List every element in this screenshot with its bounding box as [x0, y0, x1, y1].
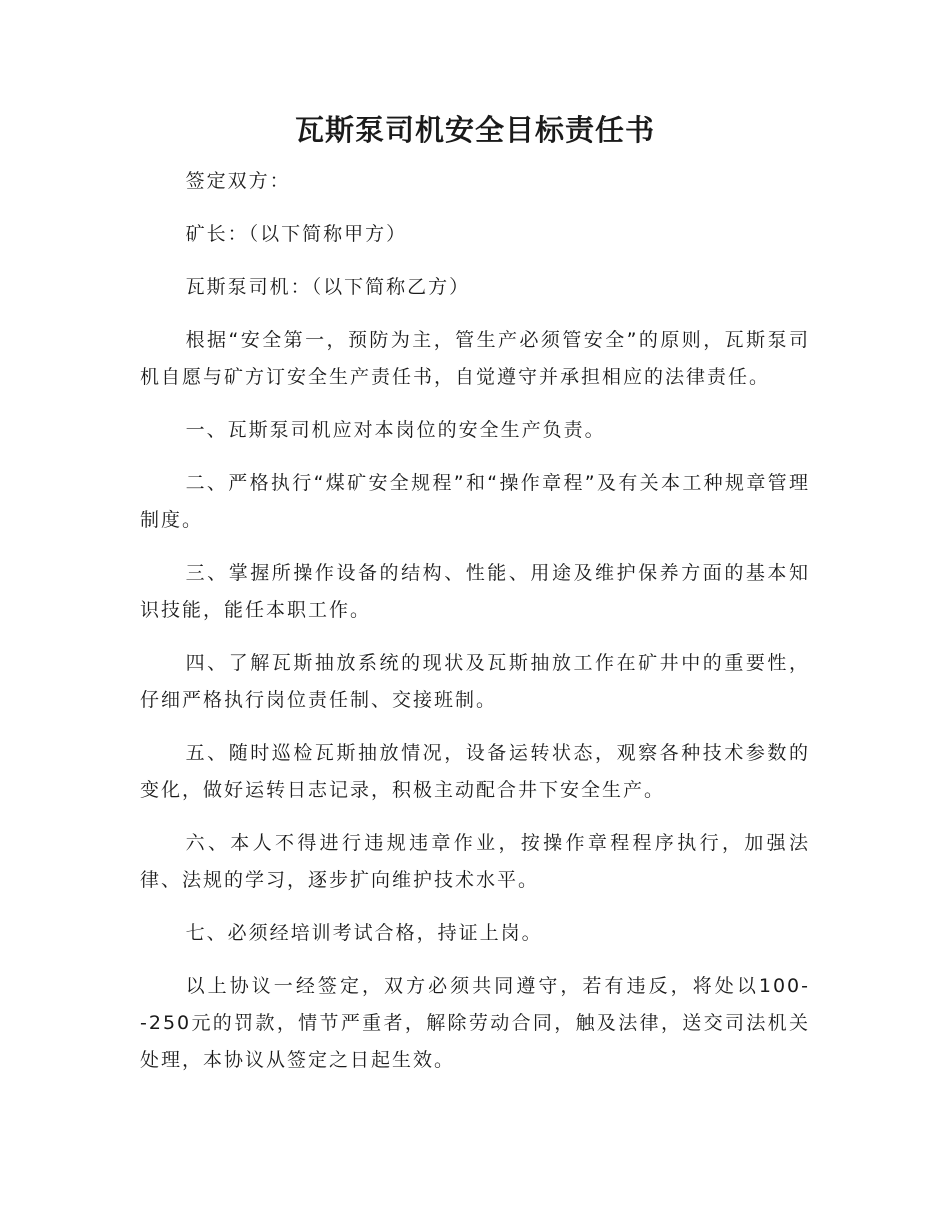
document-body — [140, 163, 810, 1095]
clause-4: 四、了解瓦斯抽放系统的现状及瓦斯抽放工作在矿井中的重要性，仔细严格执行岗位责任制、交接班制。 — [140, 652, 810, 711]
clause-5: 五、随时巡检瓦斯抽放情况，设备运转状态，观察各种技术参数的变化，做好运转日志记录，积极主动配合井下安全生产。 — [140, 742, 810, 801]
clause-2: 二、严格执行“煤矿安全规程”和“操作章程”及有关本工种规章管理制度。 — [140, 472, 810, 531]
preamble-paragraph: 根据“安全第一，预防为主，管生产必须管安全”的原则，瓦斯泵司机自愿与矿方订安全生产责任书，自觉遵守并承担相应的法律责任。 — [140, 329, 810, 388]
party-a-line: 矿长：（以下简称甲方） — [185, 223, 408, 245]
clause-7: 七、必须经培训考试合格，持证上岗。 — [185, 922, 543, 944]
document-title: 瓦斯泵司机安全目标责任书 — [294, 113, 655, 147]
clause-6: 六、本人不得进行违规违章作业，按操作章程程序执行，加强法律、法规的学习，逐步扩向维护技术水平。 — [140, 832, 810, 891]
clause-3: 三、掌握所操作设备的结构、性能、用途及维护保养方面的基本知识技能，能任本职工作。 — [140, 562, 810, 621]
closing-paragraph: 以上协议一经签定，双方必须共同遵守，若有违反，将处以100--250元的罚款，情节严重者，解除劳动合同，触及法律，送交司法机关处理，本协议从签定之日起生效。 — [140, 975, 810, 1071]
clause-1: 一、瓦斯泵司机应对本岗位的安全生产负责。 — [185, 419, 606, 441]
party-b-line: 瓦斯泵司机：（以下简称乙方） — [185, 276, 471, 298]
parties-heading: 签定双方： — [185, 170, 291, 192]
